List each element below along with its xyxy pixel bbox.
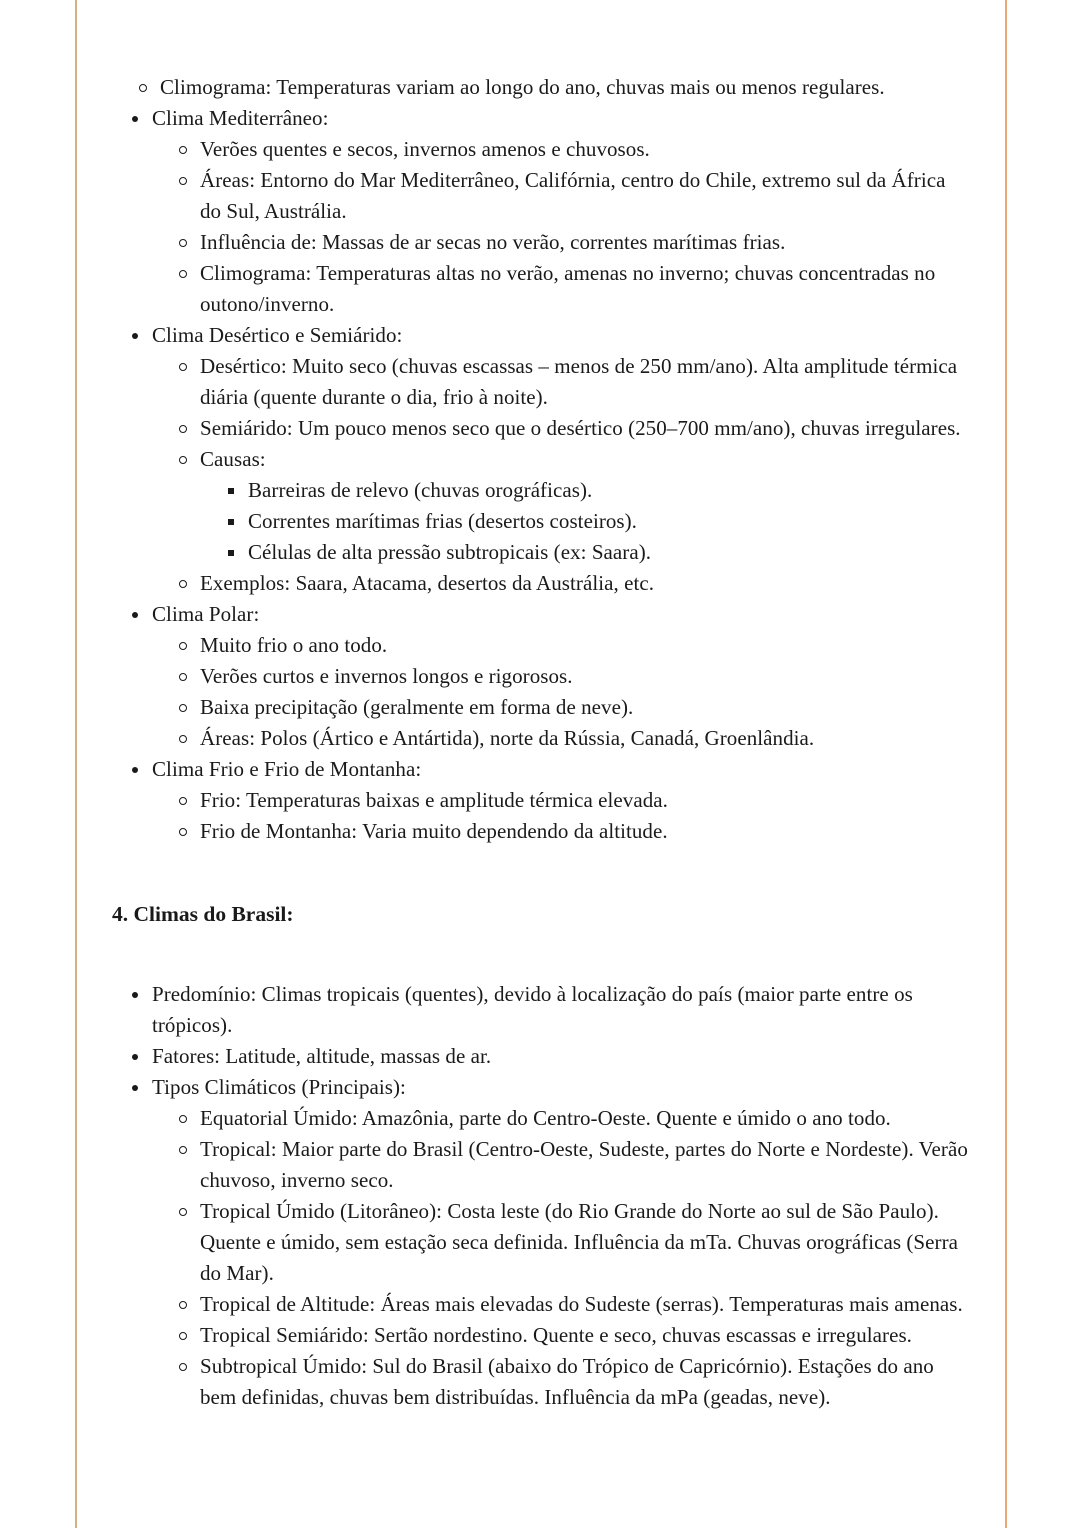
- list-item-text: Clima Mediterrâneo:: [152, 103, 970, 134]
- heading-bottom-spacer: [112, 930, 970, 979]
- sublist-clima-desertico: [160, 351, 970, 599]
- list-clima-frio: [112, 754, 970, 847]
- list-item-text: Exemplos: Saara, Atacama, desertos da Austrália, etc.: [200, 568, 970, 599]
- list-item-text: Áreas: Entorno do Mar Mediterrâneo, Califórnia, centro do Chile, extremo sul da África do Sul, Austrália.: [200, 165, 970, 227]
- heading-top-spacer: [112, 847, 970, 899]
- list-item-text: Tropical de Altitude: Áreas mais elevadas do Sudeste (serras). Temperaturas mais amenas.: [200, 1289, 970, 1320]
- list-item: [171, 413, 970, 444]
- list-item: [171, 630, 970, 661]
- list-item: [123, 979, 970, 1041]
- list-continuation-climograma: [120, 72, 970, 103]
- list-item-text: Frio: Temperaturas baixas e amplitude térmica elevada.: [200, 785, 970, 816]
- list-item: [171, 134, 970, 165]
- left-margin-rule: [75, 0, 77, 1528]
- list-item-text: Desértico: Muito seco (chuvas escassas – menos de 250 mm/ano). Alta amplitude térmica diária (quente durante o dia, frio à noite).: [200, 351, 970, 413]
- list-item-text: Células de alta pressão subtropicais (ex: Saara).: [248, 537, 970, 568]
- list-item-text: Semiárido: Um pouco menos seco que o desértico (250–700 mm/ano), chuvas irregulares.: [200, 413, 970, 444]
- list-item: [219, 506, 970, 537]
- list-item-text: Tipos Climáticos (Principais):: [152, 1072, 970, 1103]
- list-item: [171, 165, 970, 227]
- sublist-clima-polar: [160, 630, 970, 754]
- list-item-text: Clima Polar:: [152, 599, 970, 630]
- list-item: [171, 785, 970, 816]
- list-item: [219, 475, 970, 506]
- sublist-causas: [208, 475, 970, 568]
- list-item-text: Verões quentes e secos, invernos amenos e chuvosos.: [200, 134, 970, 165]
- list-item: [171, 1196, 970, 1289]
- list-item: [171, 692, 970, 723]
- document-content: [112, 72, 970, 1413]
- list-item: [123, 1041, 970, 1072]
- list-item: [123, 599, 970, 754]
- list-clima-polar: [112, 599, 970, 754]
- list-item: [123, 320, 970, 599]
- list-item-text: Tropical Úmido (Litorâneo): Costa leste (do Rio Grande do Norte ao sul de São Paulo). Quente e úmido, sem estação seca definida. Influência da mTa. Chuvas orográficas (Serra do Mar).: [200, 1196, 970, 1289]
- list-item-text: Fatores: Latitude, altitude, massas de ar.: [152, 1041, 970, 1072]
- list-item: [171, 1103, 970, 1134]
- list-item-text: Influência de: Massas de ar secas no verão, correntes marítimas frias.: [200, 227, 970, 258]
- list-item-text: Barreiras de relevo (chuvas orográficas).: [248, 475, 970, 506]
- list-clima-desertico: [112, 320, 970, 599]
- list-item-text: Climograma: Temperaturas altas no verão, amenas no inverno; chuvas concentradas no outono/inverno.: [200, 258, 970, 320]
- list-item: [171, 1320, 970, 1351]
- list-item-text: Tropical Semiárido: Sertão nordestino. Quente e seco, chuvas escassas e irregulares.: [200, 1320, 970, 1351]
- list-item: [171, 444, 970, 568]
- list-item: [171, 1351, 970, 1413]
- list-item: [131, 72, 970, 103]
- section-heading-climas-do-brasil: 4. Climas do Brasil:: [112, 902, 294, 926]
- list-item: [123, 103, 970, 320]
- list-item-text: Subtropical Úmido: Sul do Brasil (abaixo do Trópico de Capricórnio). Estações do ano bem definidas, chuvas bem distribuídas. Influência da mPa (geadas, neve).: [200, 1351, 970, 1413]
- list-item: [171, 1134, 970, 1196]
- list-item: [219, 537, 970, 568]
- list-item-text: Muito frio o ano todo.: [200, 630, 970, 661]
- list-item: [123, 754, 970, 847]
- list-item-text: Clima Frio e Frio de Montanha:: [152, 754, 970, 785]
- sublist-tipos-climaticos: [160, 1103, 970, 1413]
- list-item-text: Verões curtos e invernos longos e rigorosos.: [200, 661, 970, 692]
- right-margin-rule: [1005, 0, 1007, 1528]
- list-item-text: Equatorial Úmido: Amazônia, parte do Centro-Oeste. Quente e úmido o ano todo.: [200, 1103, 970, 1134]
- list-item-text: Áreas: Polos (Ártico e Antártida), norte da Rússia, Canadá, Groenlândia.: [200, 723, 970, 754]
- list-item-text: Causas:: [200, 444, 970, 475]
- list-item: [171, 568, 970, 599]
- list-item: [171, 816, 970, 847]
- sublist-clima-mediterraneo: [160, 134, 970, 320]
- list-clima-mediterraneo: [112, 103, 970, 320]
- list-item: [171, 258, 970, 320]
- list-climas-do-brasil: [112, 979, 970, 1413]
- sublist-clima-frio: [160, 785, 970, 847]
- list-item-text: Clima Desértico e Semiárido:: [152, 320, 970, 351]
- list-item: [171, 1289, 970, 1320]
- list-item: [171, 661, 970, 692]
- list-item: [171, 723, 970, 754]
- list-item: [123, 1072, 970, 1413]
- list-item: [171, 351, 970, 413]
- list-item-text: Baixa precipitação (geralmente em forma de neve).: [200, 692, 970, 723]
- list-item: [171, 227, 970, 258]
- list-item-text: Predomínio: Climas tropicais (quentes), devido à localização do país (maior parte entre os trópicos).: [152, 979, 970, 1041]
- list-item-text: Tropical: Maior parte do Brasil (Centro-Oeste, Sudeste, partes do Norte e Nordeste). Verão chuvoso, inverno seco.: [200, 1134, 970, 1196]
- list-item-text: Frio de Montanha: Varia muito dependendo da altitude.: [200, 816, 970, 847]
- list-item-text: Correntes marítimas frias (desertos costeiros).: [248, 506, 970, 537]
- list-item-text: Climograma: Temperaturas variam ao longo do ano, chuvas mais ou menos regulares.: [160, 72, 970, 103]
